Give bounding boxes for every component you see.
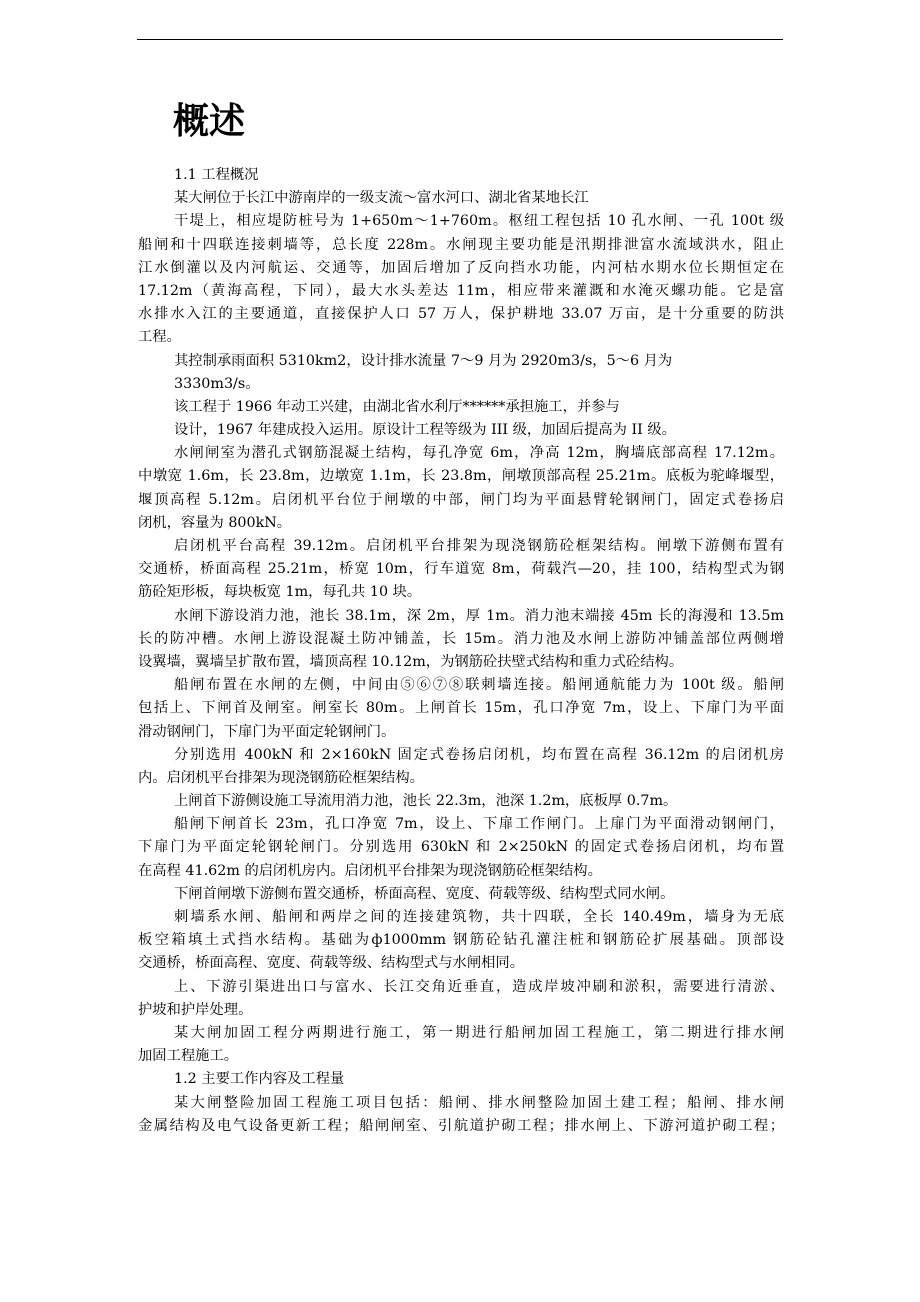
text-line: 包括上、下闸首及闸室。闸室长 80m。上闸首长 15m，孔口净宽 7m，设上、下扉门为平面 <box>138 700 785 717</box>
text-line: 水闸下游设消力池，池长 38.1m，深 2m，厚 1m。消力池末端接 45m 长的海漫和 13.5m <box>174 607 784 624</box>
text-line: 3330m3/s。 <box>174 375 260 392</box>
text-line: 在高程 41.62m 的启闭机房内。启闭机平台排架为现浇钢筋砼框架结构。 <box>138 862 602 879</box>
text-line: 设翼墙，翼墙呈扩散布置，墙顶高程 10.12m，为钢筋砼扶壁式结构和重力式砼结构。 <box>138 653 684 670</box>
text-line: 交通桥，桥面高程、宽度、荷载等级、结构型式与水闸相同。 <box>138 955 525 972</box>
text-line: 启闭机平台高程 39.12m。启闭机平台排架为现浇钢筋砼框架结构。闸墩下游侧布置有 <box>174 538 784 554</box>
text-line: 长的防冲槽。水闸上游设混凝土防冲铺盖，长 15m。消力池及水闸上游防冲铺盖部位两侧增 <box>138 630 784 647</box>
text-line: 闭机，容量为 800kN。 <box>138 514 292 531</box>
text-line: 交通桥，桥面高程 25.21m，桥宽 10m，行车道宽 8m，荷载汽—20，挂 100，结构型式为钢 <box>138 561 784 578</box>
text-line: 1.2 主要工作内容及工程量 <box>174 1071 345 1088</box>
document-body <box>138 164 784 1138</box>
text-line: 金属结构及电气设备更新工程；船闸闸室、引航道护砌工程；排水闸上、下游河道护砌工程； <box>138 1117 784 1134</box>
text-line: 上闸首下游侧设施工导流用消力池，池长 22.3m，池深 1.2m，底板厚 0.7m。 <box>174 793 678 810</box>
text-line: 江水倒灌以及内河航运、交通等，加固后增加了反向挡水功能，内河枯水期水位长期恒定在 <box>138 259 784 276</box>
header-rule <box>137 39 783 40</box>
text-line: 水闸闸室为潜孔式钢筋混凝土结构，每孔净宽 6m，净高 12m，胸墙底部高程 17.12m。 <box>174 445 784 462</box>
text-line: 该工程于 1966 年动工兴建，由湖北省水利厅******承担施工，并参与 <box>174 398 620 415</box>
text-line: 设计，1967 年建成投入运用。原设计工程等级为 III 级，加固后提高为 II 级。 <box>174 422 676 439</box>
text-line: 某大闸加固工程分两期进行施工，第一期进行船闸加固工程施工，第二期进行排水闸 <box>174 1024 784 1041</box>
text-line: 上、下游引渠进出口与富水、长江交角近垂直，造成岸坡冲刷和淤积，需要进行清淤、 <box>174 978 784 995</box>
text-line: 船闸下闸首长 23m，孔口净宽 7m，设上、下扉工作闸门。上扉门为平面滑动钢闸门， <box>174 816 784 833</box>
text-line: 工程。 <box>138 329 181 346</box>
text-line: 滑动钢闸门，下扉门为平面定轮钢闸门。 <box>138 723 396 740</box>
text-line: 刺墙系水闸、船闸和两岸之间的连接建筑物，共十四联，全长 140.49m，墙身为无底 <box>174 909 784 925</box>
text-line: 下闸首闸墩下游侧布置交通桥，桥面高程、宽度、荷载等级、结构型式同水闸。 <box>174 885 675 902</box>
text-line: 下扉门为平面定轮钢轮闸门。分别选用 630kN 和 2×250kN 的固定式卷扬启闭机，均布置 <box>138 839 784 856</box>
text-line: 17.12m（黄海高程，下同），最大水头差达 11m，相应带来灌溉和水淹灭螺功能。它是富 <box>138 282 784 299</box>
text-line: 某大闸位于长江中游南岸的一级支流～富水河口、湖北省某地长江 <box>174 190 589 207</box>
text-line: 某大闸整险加固工程施工项目包括：船闸、排水闸整险加固土建工程；船闸、排水闸 <box>174 1094 784 1111</box>
text-line: 堰顶高程 5.12m。启闭机平台位于闸墩的中部，闸门均为平面悬臂轮钢闸门，固定式卷扬启 <box>138 491 784 508</box>
text-line: 中墩宽 1.6m，长 23.8m，边墩宽 1.1m，长 23.8m，闸墩顶部高程 25.21m。底板为驼峰堰型， <box>138 468 784 485</box>
text-line: 船闸布置在水闸的左侧，中间由⑤⑥⑦⑧联刺墙连接。船闸通航能力为 100t 级。船闸 <box>174 677 784 694</box>
text-line: 内。启闭机平台排架为现浇钢筋砼框架结构。 <box>138 769 424 786</box>
text-line: 干堤上，相应堤防桩号为 1+650m～1+760m。枢纽工程包括 10 孔水闸、一孔 100t 级 <box>174 213 784 230</box>
text-line: 护坡和护岸处理。 <box>138 1001 253 1018</box>
text-line: 筋砼矩形板，每块板宽 1m，每孔共 10 块。 <box>138 584 422 601</box>
text-line: 水排水入江的主要通道，直接保护人口 57 万人，保护耕地 33.07 万亩，是十分重要的防洪 <box>138 306 784 323</box>
text-line: 其控制承雨面积 5310km2，设计排水流量 7～9 月为 2920m3/s，5～6 月为 <box>174 352 673 369</box>
text-line: 1.1 工程概况 <box>174 167 259 183</box>
text-line: 加固工程施工。 <box>138 1048 239 1065</box>
page-title: 概述 <box>173 101 246 142</box>
text-line: 板空箱填土式挡水结构。基础为ф1000mm 钢筋砼钻孔灌注桩和钢筋砼扩展基础。顶部设 <box>138 932 784 949</box>
text-line: 分别选用 400kN 和 2×160kN 固定式卷扬启闭机，均布置在高程 36.12m 的启闭机房 <box>174 746 784 763</box>
text-line: 船闸和十四联连接刺墙等，总长度 228m。水闸现主要功能是汛期排泄富水流域洪水，阻止 <box>138 236 784 253</box>
